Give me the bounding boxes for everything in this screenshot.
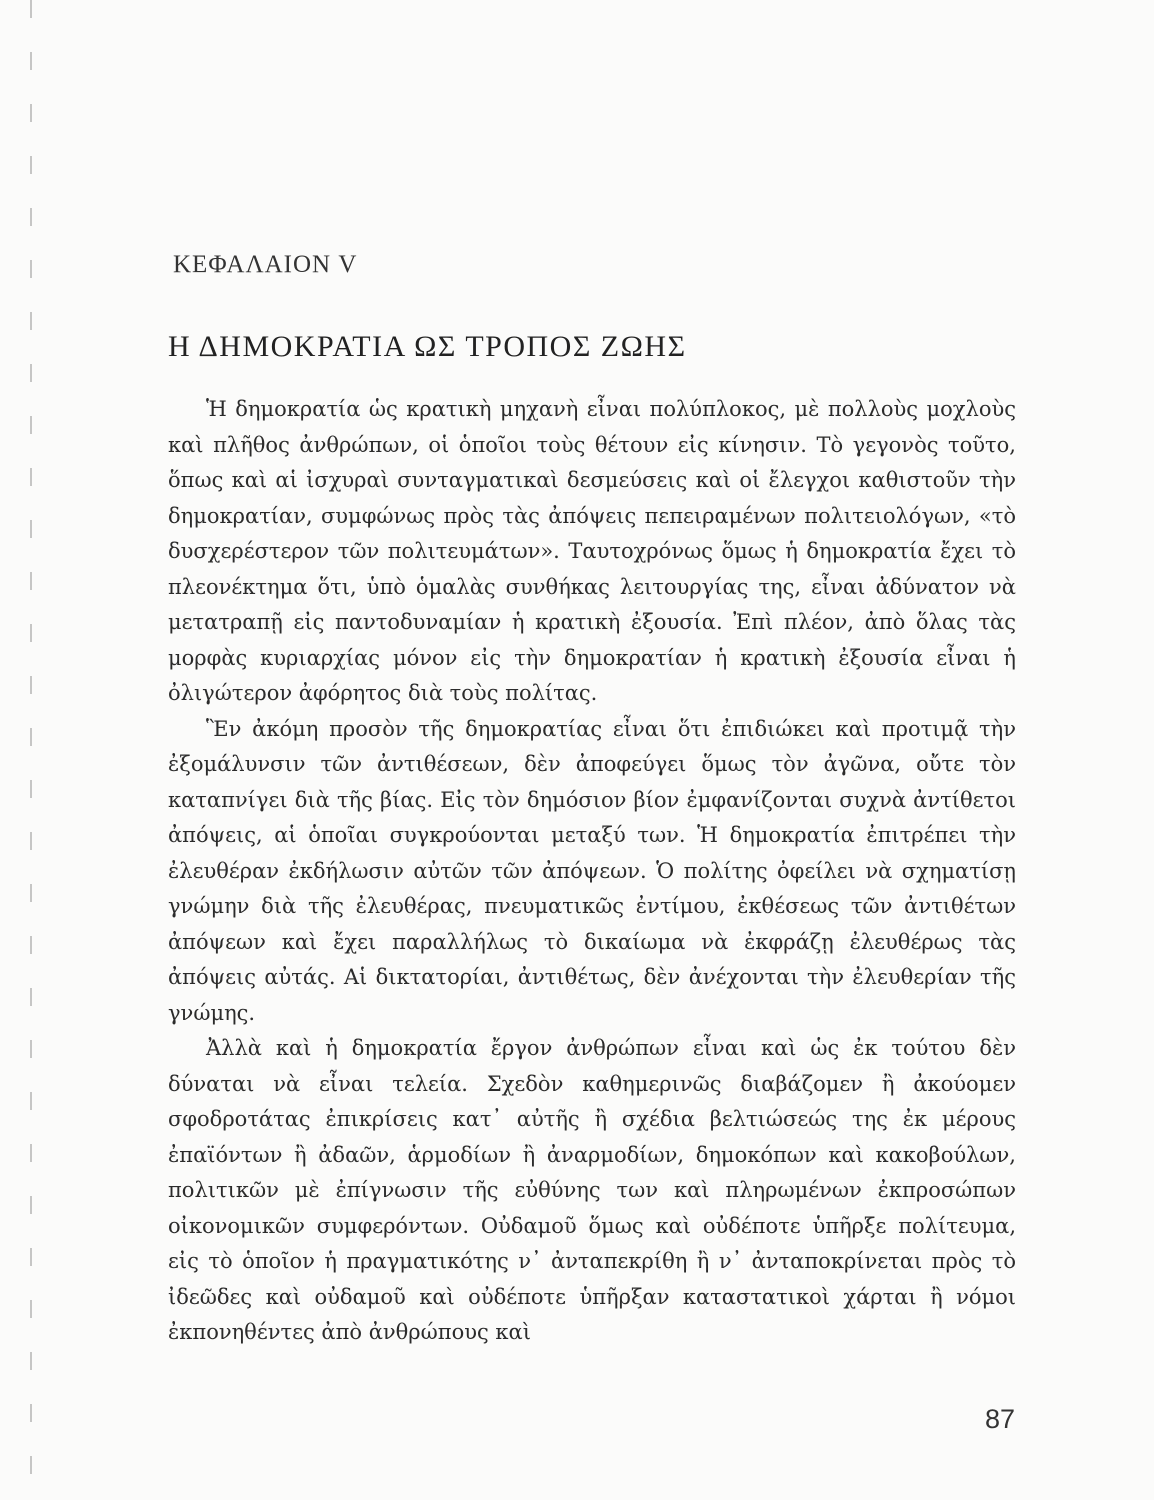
paragraph-1: Ἡ δημοκρατία ὡς κρατικὴ μηχανὴ εἶναι πολύπλοκος, μὲ πολλοὺς μοχλοὺς καὶ πλῆθος ἀνθρώπων, οἱ ὁποῖοι τοὺς θέτουν εἰς κίνησιν. Τὸ γεγονὸς τοῦτο, ὅπως καὶ αἱ ἰσχυραὶ συνταγματικαὶ δεσμεύσεις καὶ οἱ ἔλεγχοι καθιστοῦν τὴν δημοκρατίαν, συμφώνως πρὸς τὰς ἀπόψεις πεπειραμένων πολιτειολόγων, «τὸ δυσχερέστερον τῶν πολιτευμάτων». Ταυτοχρόνως ὅμως ἡ δημοκρατία ἔχει τὸ πλεονέκτημα ὅτι, ὑπὸ ὁμαλὰς συνθήκας λειτουργίας της, εἶναι ἀδύνατον νὰ μετατραπῇ εἰς παντοδυναμίαν ἡ κρατικὴ ἐξουσία. Ἐπὶ πλέον, ἀπὸ ὅλας τὰς μορφὰς κυριαρχίας μόνον εἰς τὴν δημοκρατίαν ἡ κρατικὴ ἐξουσία εἶναι ἡ ὀλιγώτερον ἀφόρητος διὰ τοὺς πολίτας. <box>168 397 1016 705</box>
page-number: 87 <box>985 1404 1016 1434</box>
chapter-label: ΚΕΦΑΛΑΙΟΝ V <box>173 251 358 278</box>
body-text <box>168 392 1016 1351</box>
paragraph-2: Ἓν ἀκόμη προσὸν τῆς δημοκρατίας εἶναι ὅτι ἐπιδιώκει καὶ προτιμᾷ τὴν ἐξομάλυνσιν τῶν ἀντιθέσεων, δὲν ἀποφεύγει ὅμως τὸν ἀγῶνα, οὔτε τὸν καταπνίγει διὰ τῆς βίας. Εἰς τὸν δημόσιον βίον ἐμφανίζονται συχνὰ ἀντίθετοι ἀπόψεις, αἱ ὁποῖαι συγκρούονται μεταξύ των. Ἡ δημοκρατία ἐπιτρέπει τὴν ἐλευθέραν ἐκδήλωσιν αὐτῶν τῶν ἀπόψεων. Ὁ πολίτης ὀφείλει νὰ σχηματίσῃ γνώμην διὰ τῆς ἐλευθέρας, πνευματικῶς ἐντίμου, ἐκθέσεως τῶν ἀντιθέτων ἀπόψεων καὶ ἔχει παραλλήλως τὸ δικαίωμα νὰ ἐκφράζῃ ἐλευθέρως τὰς ἀπόψεις αὐτάς. Αἱ δικτατορίαι, ἀντιθέτως, δὲν ἀνέχονται τὴν ἐλευθερίαν τῆς γνώμης. <box>168 716 1016 1025</box>
binding-edge <box>30 0 32 1500</box>
paragraph-3: Ἀλλὰ καὶ ἡ δημοκρατία ἔργον ἀνθρώπων εἶναι καὶ ὡς ἐκ τούτου δὲν δύναται νὰ εἶναι τελεία. Σχεδὸν καθημερινῶς διαβάζομεν ἢ ἀκούομεν σφοδροτάτας ἐπικρίσεις κατ᾽ αὐτῆς ἢ σχέδια βελτιώσεώς της ἐκ μέρους ἐπαϊόντων ἢ ἀδαῶν, ἁρμοδίων ἢ ἀναρμοδίων, δημοκόπων καὶ κακοβούλων, πολιτικῶν μὲ ἐπίγνωσιν τῆς εὐθύνης των καὶ πληρωμένων ἐκπροσώπων οἰκονομικῶν συμφερόντων. Οὐδαμοῦ ὅμως καὶ οὐδέποτε ὑπῆρξε πολίτευμα, εἰς τὸ ὁποῖον ἡ πραγματικότης ν᾽ ἀνταπεκρίθη ἢ ν᾽ ἀνταποκρίνεται πρὸς τὸ ἰδεῶδες καὶ οὐδαμοῦ καὶ οὐδέποτε ὑπῆρξαν καταστατικοὶ χάρται ἢ νόμοι ἐκπονηθέντες ἀπὸ ἀνθρώπους καὶ <box>168 1036 1016 1344</box>
chapter-title: Η ΔΗΜΟΚΡΑΤΙΑ ΩΣ ΤΡΟΠΟΣ ΖΩΗΣ <box>168 330 687 363</box>
